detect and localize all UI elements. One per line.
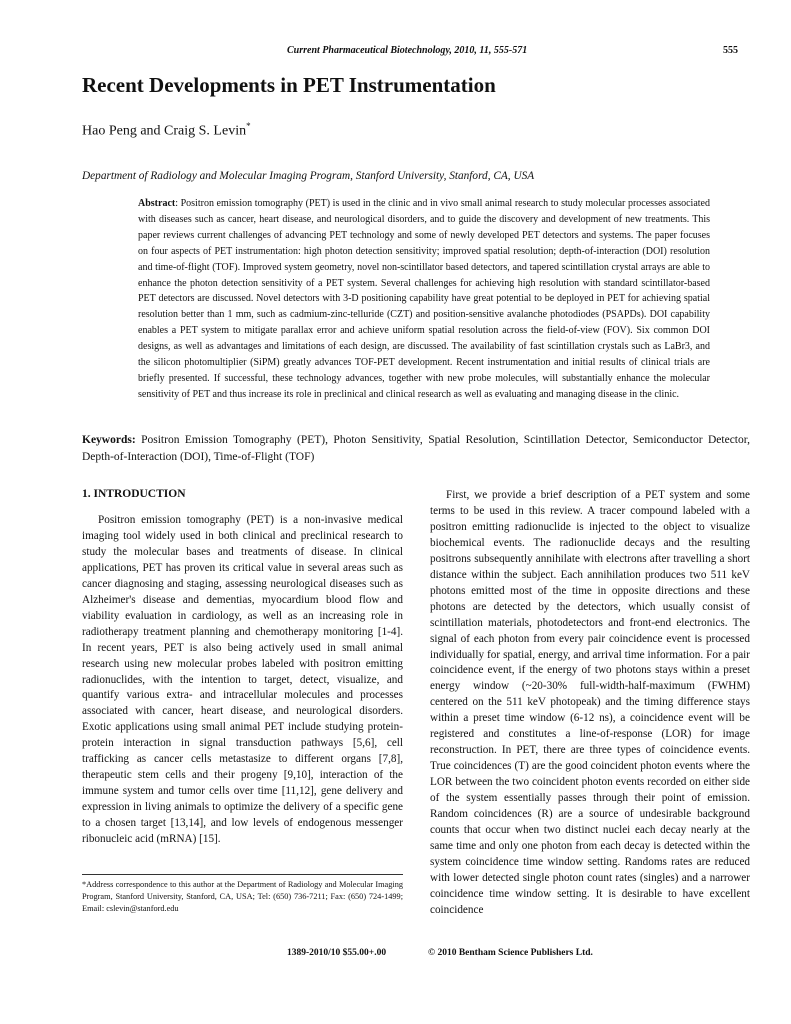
section-heading: 1. INTRODUCTION	[82, 488, 186, 500]
intro-paragraph: Positron emission tomography (PET) is a non-invasive medical imaging tool widely used in both clinical and preclinical research to study the molecular bases and treatments of disease. In clinical applications, PET has proven its critical value in several areas such as cancer diagnosing and staging, assessing neurological diseases such as Alzheimer's disease and dementias, myocardium blood flow and viability evaluation in cardiology, as well as an increasing role in radiotherapy treatment planning and chemotherapy monitoring [1-4]. In recent years, PET is also being actively used in small animal research using new molecular probes labeled with positron emitting radionuclides, with the intention to target, detect, visualize, and quantify various extra- and intracellular molecules and processes associated with cancer, heart disease, and neurological disorders. Exotic applications using small animal PET include studying protein-protein interaction in signal transduction pathways [5,6], cell trafficking as cancer cells metastasize to different organs [7,8], therapeutic stem cells and their progeny [9,10], interaction of the immune system and tumor cells over time [11,12], gene delivery and expression in living animals to optimize the delivery of a specific gene to a chosen target [13,14], and low levels of endogenous messenger ribonucleic acid (mRNA) [15].	[82, 514, 403, 846]
issn-price: 1389-2010/10 $55.00+.00	[287, 948, 387, 958]
affiliation: Department of Radiology and Molecular Imaging Program, Stanford University, Stanford, CA, USA	[82, 170, 535, 182]
abstract-label: Abstract	[138, 198, 176, 209]
keywords	[82, 432, 750, 466]
abstract	[138, 196, 710, 403]
correspondence-footnote: *Address correspondence to this author at the Department of Radiology and Molecular Imaging Program, Stanford University, Stanford, CA, USA; Tel: (650) 736-7211; Fax: (650) 724-1499; Email: cslevin@stanford.edu	[82, 880, 403, 913]
keywords-text: Positron Emission Tomography (PET), Photon Sensitivity, Spatial Resolution, Scintillation Detector, Semiconductor Detector, Depth-of-Interaction (DOI), Time-of-Flight (TOF)	[82, 434, 750, 463]
paper-title: Recent Developments in PET Instrumentation	[82, 73, 496, 97]
authors: Hao Peng and Craig S. Levin	[82, 123, 247, 139]
footnote-divider	[82, 874, 403, 875]
journal-header: Current Pharmaceutical Biotechnology, 2010, 11, 555-571	[287, 45, 528, 56]
left-column	[82, 513, 403, 848]
copyright: © 2010 Bentham Science Publishers Ltd.	[428, 948, 593, 958]
author-mark: *	[246, 121, 251, 131]
author-line	[82, 121, 251, 140]
keywords-label: Keywords:	[82, 434, 136, 446]
pet-description-paragraph: First, we provide a brief description of a PET system and some terms to be used in this review. A tracer compound labeled with a positron emitting radionuclide is injected to the object to visualize biochemical events. The radionuclide decays and the resulting positrons subsequently annihilate with electrons after travelling a short distance within the subject. Each annihilation produces two 511 keV photons emitted most of the time in opposite directions and these photons are detected by the detectors, which usually consist of scintillation materials, photodetectors and front-end electronics. The signal of each photon from every pair coincidence event is processed individually for spatial, energy, and arrival time information. For a pair coincidence event, if the energy of two photons stays within a preset energy window (~20-30% full-width-half-maximum (FWHM) centered on the 511 keV photopeak) and the timing difference stays within a preset time window (6-12 ns), a coincidence event will be registered and constitutes a line-of-response (LOR) for image reconstruction. In PET, there are three types of coincidence events. True coincidences (T) are the good coincident photon events where the LOR between the two coincident photon events recorded on either side of the system essentially passes through their point of emission. Random coincidences (R) are a source of undesirable background counts that occur when two distinct nuclei each decay nearly at the same time and only one photon from each decay is detected within the system coincidence time window setting. Randoms rates are reduced with lower detected single photon count rates (singles) and a narrower coincidence time window setting. It is desirable to have excellent coincidence	[430, 489, 750, 916]
right-column	[430, 488, 750, 919]
abstract-text: : Positron emission tomography (PET) is used in the clinic and in vivo small animal research to study molecular processes associated with diseases such as cancer, heart disease, and neurological disorders, and to guide the discovery and development of new treatments. This paper reviews current challenges of advancing PET technology and some of newly developed PET detectors and systems. The paper focuses on four aspects of PET instrumentation: high photon detection sensitivity; improved spatial resolution; depth-of-interaction (DOI) resolution and time-of-flight (TOF). Improved system geometry, novel non-scintillator based detectors, and tapered scintillation crystal arrays are able to enhance the photon detection sensitivity of a PET system. Several challenges for achieving high resolution with standard scintillator-based PET detectors are discussed. Novel detectors with 3-D positioning capability have great potential to be deployed in PET for achieving spatial resolution better than 1 mm, such as cadmium-zinc-telluride (CZT) and position-sensitive avalanche photodiodes (PSAPDs). DOI capability enables a PET system to mitigate parallax error and achieve uniform spatial resolution across the field-of-view (FOV). Six common DOI designs, as well as advantages and limitations of each design, are discussed. The availability of fast scintillation crystals such as LaBr3, and the silicon photomultiplier (SiPM) greatly advances TOF-PET development. Recent instrumentation and initial results of clinical trials are briefly presented. If successful, these technology advances, together with new probe molecules, will substantially enhance the molecular sensitivity of PET and thus increase its role in preclinical and clinical research as well as evaluating and managing disease in the clinic.	[138, 198, 710, 400]
page-number: 555	[723, 45, 738, 56]
